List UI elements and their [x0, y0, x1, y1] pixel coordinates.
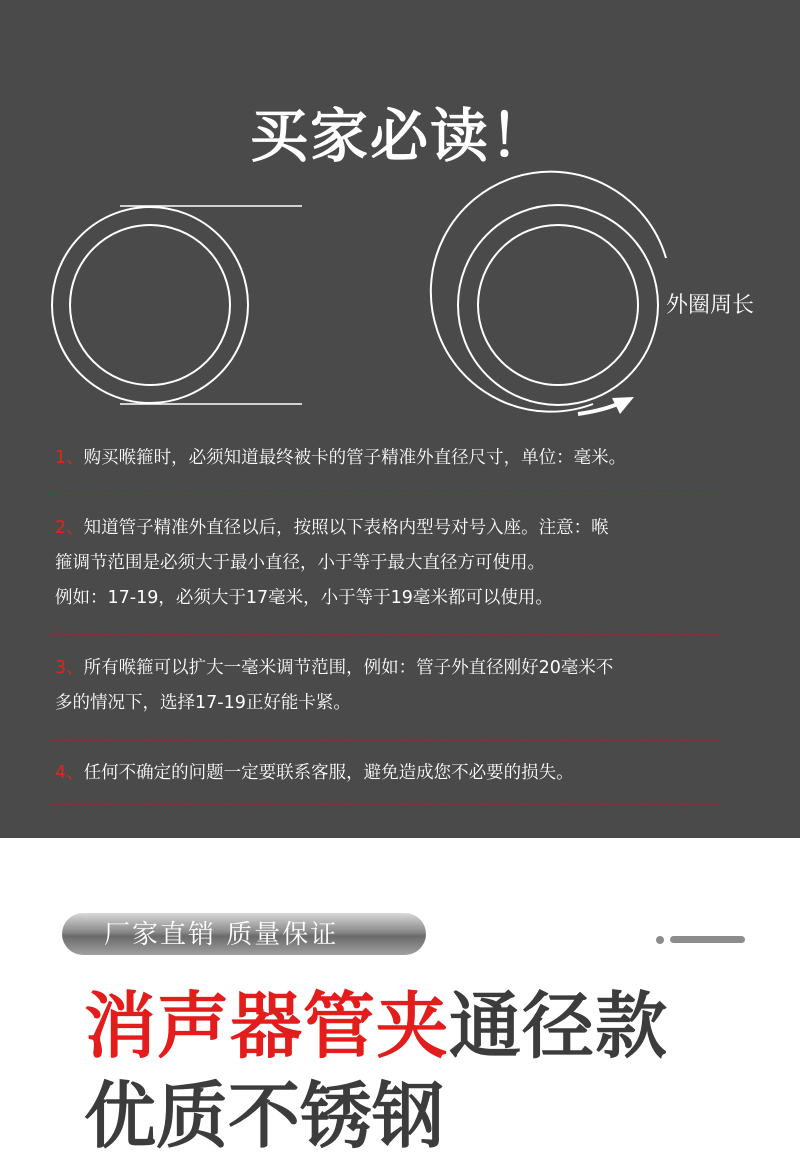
item-number: 1、 [55, 448, 84, 468]
item-number: 3、 [55, 658, 84, 678]
item-text: 箍调节范围是必须大于最小直径，小于等于最大直径方可使用。 [55, 553, 545, 573]
notice-item-2 [55, 511, 725, 616]
divider [54, 740, 718, 741]
divider [54, 634, 718, 635]
divider [54, 493, 718, 494]
notice-item-1 [55, 441, 725, 476]
item-text: 任何不确定的问题一定要联系客服，避免造成您不必要的损失。 [83, 763, 574, 783]
decor-bar [670, 936, 745, 943]
product-subline: 优质不锈钢 [84, 1074, 445, 1158]
item-text: 例如：17-19，必须大于17毫米，小于等于19毫米都可以使用。 [55, 588, 553, 608]
outer-circumference-label: 外圈周长 [666, 293, 755, 318]
decor-dot [656, 936, 664, 944]
pipe-circumference-illustration [431, 172, 666, 414]
headline-red-text: 消声器管夹 [84, 984, 450, 1068]
pipe-diameter-illustration [52, 206, 302, 404]
item-text: 所有喉箍可以扩大一毫米调节范围，例如：管子外直径刚好20毫米不 [83, 658, 614, 678]
item-number: 2、 [55, 518, 84, 538]
product-headline [84, 978, 668, 1074]
divider [54, 804, 718, 805]
item-text: 购买喉箍时，必须知道最终被卡的管子精准外直径尺寸，单位：毫米。 [83, 448, 627, 468]
notice-title: 买家必读！ [249, 102, 550, 170]
notice-item-4 [55, 756, 725, 791]
item-text: 多的情况下，选择17-19正好能卡紧。 [55, 693, 351, 713]
item-text: 知道管子精准外直径以后，按照以下表格内型号对号入座。注意：喉 [83, 518, 609, 538]
item-number: 4、 [55, 763, 84, 783]
tagline-text: 厂家直销 质量保证 [104, 920, 339, 950]
headline-dark-text: 通径款 [449, 984, 669, 1068]
notice-item-3 [55, 651, 725, 721]
